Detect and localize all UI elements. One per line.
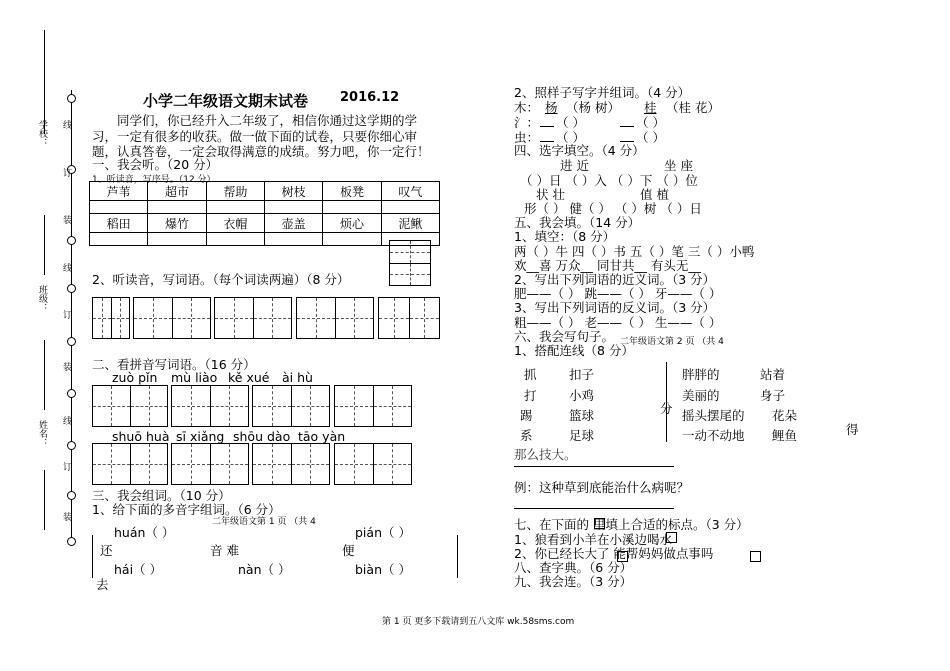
table-cell: 泥鳅 xyxy=(381,214,439,233)
class-label: 班级： xyxy=(37,285,47,312)
intro-line: 题，认真答卷，一定会取得满意的成绩。努力吧，你一定行！ xyxy=(92,144,430,159)
match-verb: 抓 xyxy=(524,367,537,382)
binding-hole xyxy=(67,537,76,546)
match-adj: 摇头摆尾的 xyxy=(682,408,745,423)
binding-hole xyxy=(67,337,76,346)
answer-cell[interactable] xyxy=(381,201,439,214)
choice-line[interactable]: （ ）日 （ ）入 （ ）下 （ ）位 xyxy=(520,173,698,188)
blank-line[interactable] xyxy=(540,126,554,127)
binding-hole xyxy=(67,441,76,450)
answer-cell[interactable] xyxy=(206,233,264,246)
margin-text: 订 xyxy=(61,310,71,319)
match-noun: 扣子 xyxy=(569,367,595,382)
match-noun2: 站着 xyxy=(760,367,786,382)
section-heading: 四、选字填空。（4 分） xyxy=(514,143,645,158)
answer-line[interactable] xyxy=(514,466,674,467)
binding-hole xyxy=(67,389,76,398)
choice-chars: 坐 座 xyxy=(664,158,693,173)
match-noun2: 花朵 xyxy=(772,408,798,423)
margin-text: 线 xyxy=(61,263,71,272)
section-heading: 一、我会听。（20 分） xyxy=(92,157,219,172)
sentence: 1、狼看到小羊在小溪边喝水 xyxy=(514,532,672,547)
poly-pinyin: hái（ ） xyxy=(114,562,163,577)
text-fragment: 得 xyxy=(846,422,859,437)
section-heading: 七、在下面的 里填上合适的标点。（3 分） xyxy=(514,517,749,532)
writing-grid[interactable] xyxy=(92,443,168,485)
writing-grid[interactable] xyxy=(334,385,412,427)
frame-line xyxy=(457,535,458,578)
section-heading: 九、我会连。（3 分） xyxy=(514,574,633,589)
match-verb: 踢 xyxy=(520,408,533,423)
radical-label: 虫： xyxy=(514,130,540,145)
answer-cell[interactable] xyxy=(264,201,322,214)
example-word: （杨 树） xyxy=(566,100,620,115)
section-heading: 三、我会组词。（10 分） xyxy=(92,488,231,503)
match-noun2: 鲤鱼 xyxy=(772,428,798,443)
exam-date: 2016.12 xyxy=(340,90,400,105)
poly-pinyin: biàn（ ） xyxy=(355,562,411,577)
table-cell: 稻田 xyxy=(90,214,148,233)
writing-grid[interactable] xyxy=(296,297,374,339)
listen-table xyxy=(89,181,440,246)
answer-cell[interactable] xyxy=(206,201,264,214)
writing-grid[interactable] xyxy=(334,443,412,485)
section-heading: 五、我会填。（14 分） xyxy=(514,215,641,230)
writing-grid[interactable] xyxy=(252,385,330,427)
text-fragment: 去 xyxy=(96,577,109,592)
blank-line[interactable] xyxy=(620,126,634,127)
section-heading: 二、看拼音写词语。（16 分） xyxy=(92,357,256,372)
answer-cell[interactable] xyxy=(90,201,148,214)
writing-grid[interactable] xyxy=(92,385,168,427)
fill-line xyxy=(44,470,45,530)
binding-hole xyxy=(67,236,76,245)
writing-grid[interactable] xyxy=(378,297,440,339)
writing-grid[interactable] xyxy=(171,443,249,485)
page-footer-right: 二年级语文第 2 页 （共 4 xyxy=(620,337,724,347)
table-cell: 芦苇 xyxy=(90,182,148,201)
choice-chars: 状 壮 xyxy=(536,187,565,202)
poly-char: 音 难 xyxy=(210,543,239,558)
question-heading: 2、照样子写字并组词。（4 分） xyxy=(514,85,691,100)
blank-word[interactable]: （ ） xyxy=(556,115,585,130)
intro-line: 习，一定有很多的收获。做一做下面的试卷，只要你细心审 xyxy=(92,129,418,144)
answer-cell[interactable] xyxy=(148,201,206,214)
pinyin: sī xiǎng xyxy=(176,429,225,444)
blank-word[interactable]: （ ） xyxy=(636,130,665,145)
question-heading: 2、听读音，写词语。（每个词读两遍）（8 分） xyxy=(92,272,350,287)
table-cell: 叹气 xyxy=(381,182,439,201)
match-adj: 一动不动地 xyxy=(682,428,745,443)
table-cell: 树枝 xyxy=(264,182,322,201)
match-verb: 系 xyxy=(520,428,533,443)
section-heading: 八、查字典。（6 分） xyxy=(514,560,633,575)
choice-line[interactable]: 形（ ） 健（ ） （ ）树 （ ）日 xyxy=(524,201,702,216)
example-char: 杨 xyxy=(545,100,558,115)
match-adj: 美丽的 xyxy=(682,388,720,403)
example-sentence: 例：这种草到底能治什么病呢？ xyxy=(514,480,690,495)
margin-text: 装 xyxy=(61,512,71,521)
question-heading: 1、填空：（8 分） xyxy=(514,229,616,244)
poly-pinyin: huán（ ） xyxy=(114,525,175,540)
writing-box-stack[interactable] xyxy=(389,240,431,286)
text-fragment: 分 xyxy=(660,401,673,416)
page-footer: 第 1 页 更多下载请到五八文库 wk.58sms.com xyxy=(382,617,575,627)
fill-line xyxy=(44,215,45,275)
pinyin: shuō huà xyxy=(112,429,170,444)
sentence: 2、你已经长大了 能帮妈妈做点事吗 xyxy=(514,546,714,561)
match-noun: 足球 xyxy=(569,428,595,443)
punctuation-box[interactable] xyxy=(594,518,605,529)
fill-line[interactable]: 粗——（ ） 老——（ ） 生——（ ） xyxy=(514,315,722,330)
answer-line[interactable] xyxy=(514,508,674,509)
question-heading: 2、写出下列词语的近义词。（3 分） xyxy=(514,272,716,287)
pinyin: mù liào xyxy=(171,370,218,385)
fill-line[interactable]: 两（ ）牛 四（ ）书 五（ ）笔 三（ ）小鸭 xyxy=(514,244,755,259)
radical-label: 氵： xyxy=(514,115,540,130)
frame-line xyxy=(92,535,93,578)
poly-char: 还 xyxy=(100,543,113,558)
example-word: （桂 花） xyxy=(666,100,720,115)
answer-cell[interactable] xyxy=(264,233,322,246)
choice-chars: 值 植 xyxy=(640,187,669,202)
choice-chars: 进 近 xyxy=(560,158,589,173)
margin-text: 装 xyxy=(61,362,71,371)
pinyin: shōu dào xyxy=(233,429,291,444)
exam-title: 小学二年级语文期末试卷 xyxy=(143,92,309,110)
binding-hole xyxy=(67,284,76,293)
poly-pinyin: pián（ ） xyxy=(355,525,411,540)
punctuation-box[interactable] xyxy=(750,551,761,562)
margin-text: 线 xyxy=(61,120,71,129)
school-label: 学校： xyxy=(37,120,47,147)
fill-line[interactable]: 肥——（ ） 跳——（ ） 牙——（ ） xyxy=(514,286,722,301)
match-noun2: 身子 xyxy=(760,388,786,403)
pinyin: kě xué xyxy=(228,370,270,385)
margin-text: 订 xyxy=(61,168,71,177)
question-heading: 1、听读音，写序号。（12 分） xyxy=(92,175,216,185)
answer-cell[interactable] xyxy=(90,233,148,246)
pinyin: tāo yàn xyxy=(298,429,346,444)
table-cell: 超市 xyxy=(148,182,206,201)
poly-char: 便 xyxy=(342,543,355,558)
intro-line: 同学们，你已经升入二年级了，相信你通过这学期的学 xyxy=(117,113,418,128)
answer-cell[interactable] xyxy=(148,233,206,246)
example-label: 木： xyxy=(514,100,540,115)
margin-text: 线 xyxy=(61,416,71,425)
writing-grid[interactable] xyxy=(214,297,292,339)
question-heading: 1、搭配连线（8 分） xyxy=(514,343,634,358)
margin-text: 订 xyxy=(61,462,71,471)
table-cell: 爆竹 xyxy=(148,214,206,233)
answer-cell[interactable] xyxy=(323,233,381,246)
table-cell: 衣帽 xyxy=(206,214,264,233)
binding-hole xyxy=(67,491,76,500)
punctuation-box[interactable] xyxy=(666,532,677,543)
name-label: 姓名： xyxy=(37,420,47,447)
match-adj: 胖胖的 xyxy=(682,367,720,382)
answer-cell[interactable] xyxy=(323,201,381,214)
text-fragment: 那么技大。 xyxy=(514,447,577,462)
pinyin: zuò pǐn xyxy=(112,370,158,385)
table-cell: 烦心 xyxy=(323,214,381,233)
match-noun: 小鸡 xyxy=(569,388,595,403)
table-cell: 壶盖 xyxy=(264,214,322,233)
writing-grid[interactable] xyxy=(92,297,130,339)
match-verb: 打 xyxy=(524,388,537,403)
fill-line[interactable]: 欢__喜 万众__ 同甘共__ 有头无__ xyxy=(514,258,701,273)
table-cell: 帮助 xyxy=(206,182,264,201)
question-heading: 1、给下面的多音字组词。（6 分） xyxy=(92,502,281,517)
table-cell: 板凳 xyxy=(323,182,381,201)
blank-word[interactable]: （ ） xyxy=(556,130,585,145)
example-char: 桂 xyxy=(644,100,657,115)
writing-grid[interactable] xyxy=(133,297,211,339)
pinyin: ài hù xyxy=(282,370,313,385)
fill-line xyxy=(44,340,45,410)
margin-line xyxy=(44,30,45,134)
match-noun: 篮球 xyxy=(569,408,595,423)
blank-word[interactable]: （ ） xyxy=(636,115,665,130)
page-footer-left: 二年级语文第 1 页 （共 4 xyxy=(212,517,316,527)
margin-text: 装 xyxy=(61,215,71,224)
question-heading: 3、写出下列词语的反义词。（3 分） xyxy=(514,300,716,315)
writing-grid[interactable] xyxy=(171,385,249,427)
section-heading: 六、我会写句子。 xyxy=(514,329,615,344)
writing-grid[interactable] xyxy=(252,443,330,485)
poly-pinyin: nàn（ ） xyxy=(238,562,291,577)
binding-hole xyxy=(67,94,76,103)
